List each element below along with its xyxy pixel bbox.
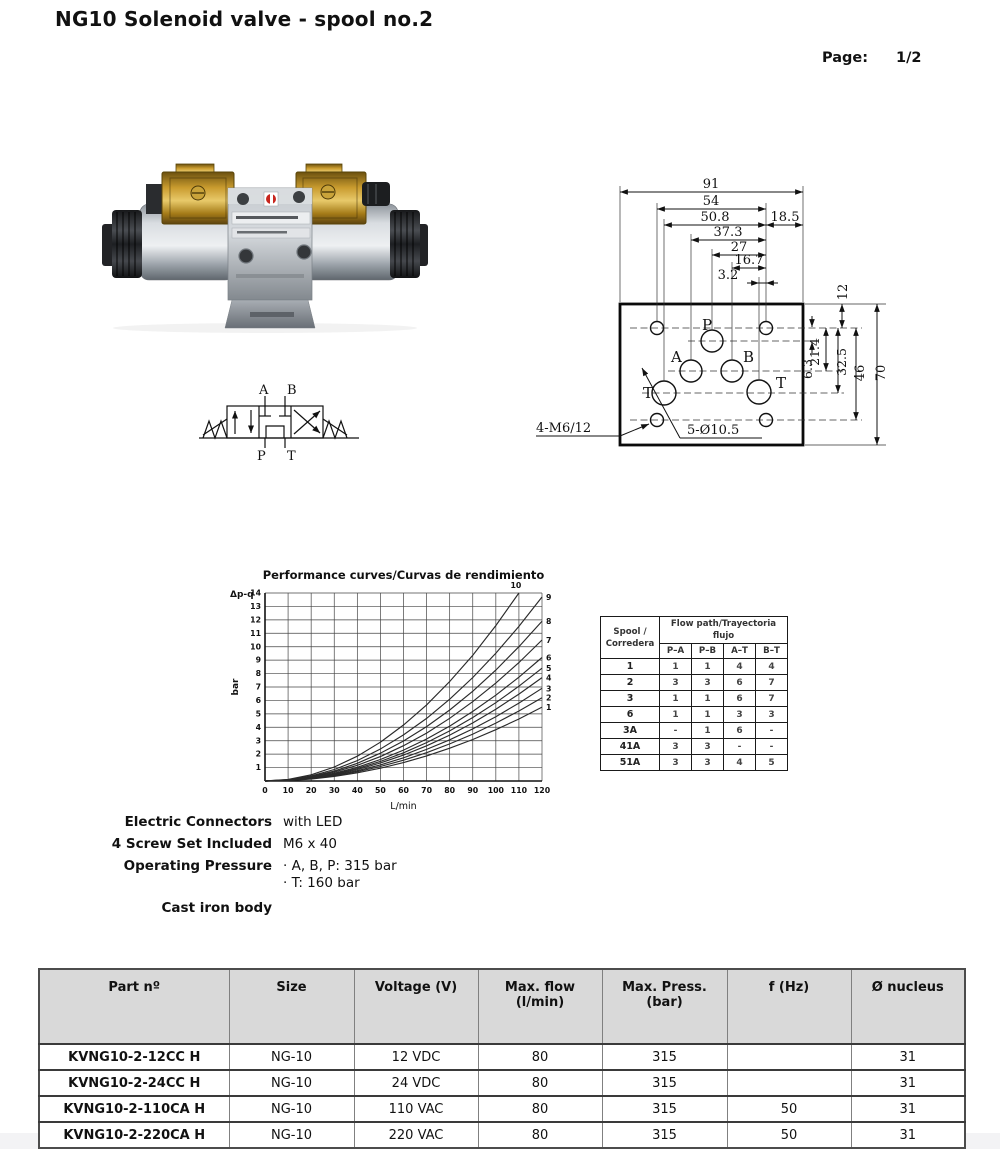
curve-label: 9 [546, 593, 552, 603]
dim-70: 70 [874, 364, 889, 382]
y-tick-label: 5 [255, 709, 261, 719]
column-header: Max. flow (l/min) [478, 969, 602, 1044]
spec-label: Electric Connectors [124, 814, 272, 830]
pressure-line-1: · A, B, P: 315 bar [283, 858, 397, 874]
table-cell: 51A [601, 755, 660, 771]
y-tick-label: 12 [250, 615, 261, 625]
spec-row-pressure [60, 858, 480, 891]
column-header: Max. Press. (bar) [602, 969, 727, 1044]
y-tick-label: 4 [255, 722, 261, 732]
dim-46: 46 [853, 364, 868, 382]
table-cell: 31 [851, 1044, 965, 1070]
spool-table-container [600, 616, 788, 771]
table-cell: 6 [724, 691, 756, 707]
table-cell: 7 [756, 675, 788, 691]
table-cell: - [660, 723, 692, 739]
symbol-port-a: A [259, 383, 269, 398]
table-row [601, 723, 788, 739]
symbol-port-t: T [287, 449, 296, 464]
table-cell: 315 [602, 1096, 727, 1122]
curve-label: 8 [546, 617, 552, 627]
x-tick-label: 30 [328, 786, 340, 795]
port-label-t-right: T [776, 374, 787, 392]
table-cell: 315 [602, 1122, 727, 1148]
table-cell: 12 VDC [354, 1044, 478, 1070]
table-cell: 315 [602, 1070, 727, 1096]
table-cell: 41A [601, 739, 660, 755]
table-row [601, 691, 788, 707]
product-photo [100, 160, 430, 335]
port-label-t-left: T [643, 384, 654, 402]
table-cell: 110 VAC [354, 1096, 478, 1122]
performance-chart-svg [228, 566, 576, 814]
spool-flow-table [600, 616, 788, 771]
table-row [601, 707, 788, 723]
body-material-note: Cast iron body [161, 900, 272, 916]
dim-12: 12 [836, 283, 851, 301]
column-header: Part nº [39, 969, 229, 1044]
symbol-port-p: P [257, 449, 266, 464]
table-row [601, 659, 788, 675]
table-row [39, 1122, 965, 1148]
curve-label: 10 [510, 581, 522, 590]
dim-27: 27 [730, 240, 748, 255]
table-cell: 3 [692, 755, 724, 771]
y-tick-label: 10 [250, 642, 261, 652]
table-row [601, 755, 788, 771]
symbol-port-b: B [287, 383, 297, 398]
spec-label: Operating Pressure [123, 858, 272, 874]
valve-schematic [195, 385, 395, 465]
table-cell [727, 1070, 851, 1096]
spec-value: with LED [283, 814, 343, 830]
x-tick-label: 40 [351, 786, 363, 795]
table-cell: NG-10 [229, 1096, 354, 1122]
table-cell: 1 [692, 659, 724, 675]
x-tick-label: 60 [398, 786, 409, 795]
flow-path-header: Flow path/Trayectoria flujo [660, 617, 788, 644]
dim-37-3: 37.3 [713, 225, 743, 240]
table-cell: 31 [851, 1096, 965, 1122]
table-cell: 80 [478, 1070, 602, 1096]
table-cell: 3 [660, 675, 692, 691]
table-row [601, 739, 788, 755]
label-4-m6-12: 4-M6/12 [536, 421, 592, 436]
table-cell: 50 [727, 1122, 851, 1148]
x-tick-label: 100 [487, 786, 504, 795]
table-cell: 3 [601, 691, 660, 707]
table-cell: 3 [724, 707, 756, 723]
table-cell: 4 [724, 659, 756, 675]
x-tick-label: 90 [467, 786, 479, 795]
table-cell: 3A [601, 723, 660, 739]
hydraulic-symbol [195, 385, 395, 465]
dim-32-5: 32.5 [834, 348, 849, 376]
table-cell: 80 [478, 1096, 602, 1122]
table-cell: 220 VAC [354, 1122, 478, 1148]
table-row [39, 1070, 965, 1096]
dim-18-5: 18.5 [770, 210, 800, 225]
x-tick-label: 120 [533, 786, 551, 795]
port-label-b: B [743, 348, 755, 366]
table-cell: 1 [660, 659, 692, 675]
column-header: Ø nucleus [851, 969, 965, 1044]
spool-header-line2: Corredera [605, 638, 655, 649]
y-tick-label: 9 [255, 655, 261, 665]
dim-91: 91 [702, 177, 720, 192]
column-header: Voltage (V) [354, 969, 478, 1044]
spec-label: 4 Screw Set Included [111, 836, 272, 852]
dim-54: 54 [702, 194, 720, 209]
table-cell: 1 [692, 723, 724, 739]
table-cell: NG-10 [229, 1122, 354, 1148]
spec-value: M6 x 40 [283, 836, 337, 852]
table-cell: 3 [756, 707, 788, 723]
solenoid-valve-photo [100, 160, 430, 335]
table-cell: 80 [478, 1122, 602, 1148]
x-axis-label: L/min [390, 801, 417, 812]
column-header: P–B [692, 644, 724, 659]
table-cell: 3 [660, 755, 692, 771]
table-cell: 4 [724, 755, 756, 771]
y-tick-label: 7 [255, 682, 261, 692]
specifications [60, 814, 480, 916]
x-tick-label: 70 [421, 786, 433, 795]
y-tick-label: 6 [255, 696, 261, 706]
spool-header-line1: Spool / [613, 626, 647, 637]
table-cell: 4 [756, 659, 788, 675]
table-row [601, 675, 788, 691]
table-cell: KVNG10-2-24CC H [39, 1070, 229, 1096]
page-label: Page: [822, 50, 869, 66]
x-tick-label: 10 [282, 786, 294, 795]
table-cell: 80 [478, 1044, 602, 1070]
spec-row-screws [60, 836, 480, 852]
dim-16-7: 16.7 [734, 253, 764, 268]
spec-row-connectors [60, 814, 480, 830]
curve-label: 6 [546, 653, 552, 663]
dim-50-8: 50.8 [700, 210, 730, 225]
performance-chart [228, 566, 576, 814]
table-cell: - [724, 739, 756, 755]
table-cell: 315 [602, 1044, 727, 1070]
page-title: NG10 Solenoid valve - spool no.2 [55, 7, 434, 31]
table-cell: 2 [601, 675, 660, 691]
curve-label: 7 [546, 636, 552, 645]
table-cell: 3 [692, 675, 724, 691]
curve-label: 2 [546, 693, 552, 703]
table-cell: - [756, 739, 788, 755]
curve-label: 5 [546, 664, 552, 674]
y-tick-label: 8 [255, 669, 261, 679]
port-label-p: P [702, 316, 713, 334]
x-tick-label: 0 [262, 786, 268, 795]
y-tick-label: 2 [255, 749, 261, 759]
table-cell: 31 [851, 1122, 965, 1148]
table-cell: - [756, 723, 788, 739]
page-indicator [822, 50, 922, 66]
curve-label: 1 [546, 703, 552, 713]
column-header: B–T [756, 644, 788, 659]
y-axis-top-label: Δp-q [230, 590, 254, 600]
table-cell: 1 [660, 691, 692, 707]
y-axis-label: bar [231, 678, 241, 696]
dim-3-2: 3.2 [717, 268, 739, 283]
table-cell: KVNG10-2-12CC H [39, 1044, 229, 1070]
table-cell: KVNG10-2-220CA H [39, 1122, 229, 1148]
schematic-geometry [199, 396, 359, 448]
table-cell [727, 1044, 851, 1070]
dim-6-3: 6.3 [800, 359, 815, 379]
x-tick-label: 80 [444, 786, 456, 795]
table-cell: NG-10 [229, 1070, 354, 1096]
y-tick-label: 14 [250, 588, 261, 598]
drawing-dimension-labels [536, 177, 889, 438]
x-tick-label: 20 [305, 786, 317, 795]
column-header: P–A [660, 644, 692, 659]
table-cell: 5 [756, 755, 788, 771]
table-cell: 31 [851, 1070, 965, 1096]
y-tick-label: 3 [255, 736, 261, 746]
table-cell: 7 [756, 691, 788, 707]
pressure-line-2: · T: 160 bar [283, 875, 360, 891]
parts-table-container [38, 968, 966, 1149]
parts-table [38, 968, 966, 1149]
valve-photo-art [102, 164, 428, 333]
table-cell: 3 [692, 739, 724, 755]
table-row [39, 1044, 965, 1070]
y-tick-label: 1 [255, 763, 261, 773]
mounting-face-drawing [530, 172, 1000, 462]
table-cell: 24 VDC [354, 1070, 478, 1096]
spec-value [283, 858, 397, 891]
table-cell: 50 [727, 1096, 851, 1122]
y-tick-label: 11 [250, 628, 261, 638]
column-header: f (Hz) [727, 969, 851, 1044]
table-cell: 1 [601, 659, 660, 675]
column-header: Size [229, 969, 354, 1044]
table-cell: 1 [692, 691, 724, 707]
table-cell: 6 [724, 723, 756, 739]
column-header: A–T [724, 644, 756, 659]
spool-header [601, 617, 660, 659]
chart-title: Performance curves/Curvas de rendimiento [262, 568, 545, 582]
label-5-holes: 5-Ø10.5 [687, 423, 740, 438]
table-cell: 6 [724, 675, 756, 691]
y-tick-label: 13 [250, 602, 261, 612]
x-tick-label: 110 [510, 786, 528, 795]
page-number: 1/2 [896, 50, 922, 66]
port-label-a: A [671, 348, 682, 366]
curve-label: 4 [546, 673, 552, 683]
table-cell: KVNG10-2-110CA H [39, 1096, 229, 1122]
table-cell: 3 [660, 739, 692, 755]
dim-21-4: 21.4 [807, 338, 822, 366]
table-cell: 1 [660, 707, 692, 723]
table-row [39, 1096, 965, 1122]
table-cell: NG-10 [229, 1044, 354, 1070]
curve-label: 3 [546, 684, 552, 694]
table-cell: 6 [601, 707, 660, 723]
dimension-drawing [530, 172, 1000, 462]
table-cell: 1 [692, 707, 724, 723]
x-tick-label: 50 [374, 786, 386, 795]
